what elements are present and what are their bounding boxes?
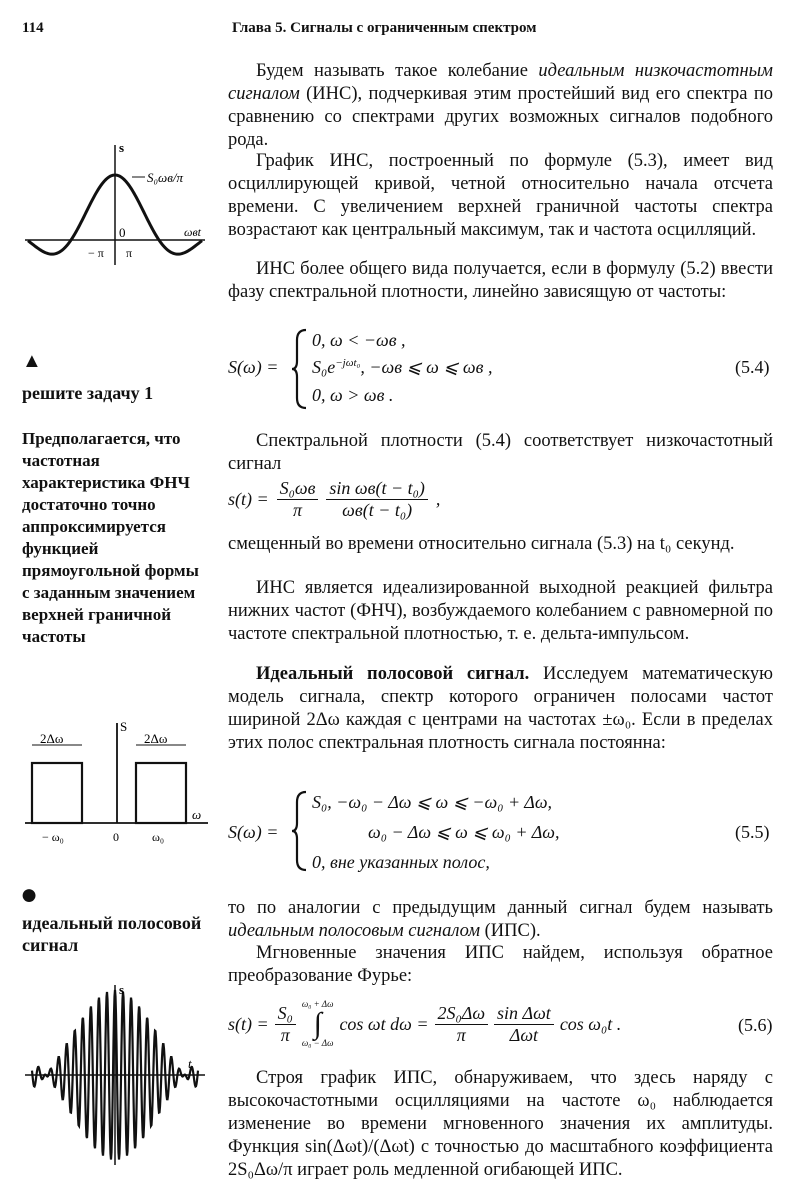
fig3-y-label: s xyxy=(119,982,125,997)
eq54-lhs: S(ω) = xyxy=(228,357,279,377)
paragraph-3: ИНС более общего вида получается, если в формулу (5.2) ввести фазу спектральной плотности, линейно зависящую от частоты: xyxy=(228,259,773,302)
fig1-peak-label: S₀ωв/π xyxy=(147,170,183,185)
eq56-number: (5.6) xyxy=(738,1015,773,1035)
eq-shifted-signal: s(t) = $\frac{\text{S₀ωв}}{\pi}$ $\frac{\text{sin ωв(t − t₀)}}{\text{ωв(t − t₀)}}$ , xyxy=(228,478,441,520)
eq55-case1: S₀, −ω₀ − Δω ⩽ ω ⩽ −ω₀ + Δω, xyxy=(312,792,553,812)
integral-sign: ∫ xyxy=(313,1007,322,1040)
fig1-x-label: ωвt xyxy=(184,225,202,239)
eq56-integral: ω₀ + Δω ∫ ω₀ − Δω xyxy=(301,999,334,1048)
term-ips: идеальным полосовым сигналом xyxy=(228,921,480,941)
eq56: s(t) = $\frac{\text{S₀}}{\pi}$ ω₀ + Δω ∫ ω₀ − Δω cos ωt dω = $\frac{\text{2S₀Δω}}{\pi}$ $\frac{\text{sin Δωt}}{\text{Δωt}}$ cos ω₀t . xyxy=(228,999,622,1048)
sidebar-note: Предполагается, что частотная характеристика ФНЧ достаточно точно аппроксимируется функцией прямоугольной формы с заданным значением верхней граничной частоты xyxy=(22,429,199,646)
fig2-band-left-label: 2Δω xyxy=(40,731,64,746)
frac-amplitude: $\frac{\text{S₀ωв}}{\pi}$ xyxy=(277,478,319,521)
paragraph-7: Идеальный полосовой сигнал. Исследуем математическую модель сигнала, спектр которого ограничен полосами частот шириной 2Δω каждая с центрами на частотах ±ω₀. Если в пределах этих полос спектральная плотность сигнала постоянна: xyxy=(228,664,773,753)
sidebar-term: идеальный полосовой сигнал xyxy=(22,913,202,955)
paragraph-9: Мгновенные значения ИПС найдем, используя обратное преобразование Фурье: xyxy=(228,943,773,986)
eq54-case1: 0, ω < −ωв , xyxy=(312,330,406,350)
eq55-lhs: S(ω) = xyxy=(228,822,279,842)
figure-sinc xyxy=(20,140,210,270)
eq55-number: (5.5) xyxy=(735,822,770,842)
fig2-y-label: S xyxy=(120,719,128,734)
fig2-band-right-label: 2Δω xyxy=(144,731,168,746)
figure-bandpass-signal xyxy=(20,980,210,1170)
eq54-brace xyxy=(290,328,310,410)
paragraph-4: Спектральной плотности (5.4) соответствует низкочастотный сигнал xyxy=(228,431,773,474)
fig2-band-right xyxy=(136,763,186,823)
eq54-case2: $S_0e^{-j\omega t_0}$, −ωв ⩽ ω ⩽ ωв , xyxy=(312,357,493,377)
eq56-frac3: $\frac{\text{sin Δωt}}{\text{Δωt}}$ xyxy=(494,1003,554,1046)
eq55-case2: ω₀ − Δω ⩽ ω ⩽ ω₀ + Δω, xyxy=(368,822,560,842)
eq54-number: (5.4) xyxy=(735,357,770,377)
paragraph-2: График ИНС, построенный по формуле (5.3), имеет вид осциллирующей кривой, четной относительно начала отсчета времени. С увеличением верхней граничной частоты спектра возрастают как центральный максимум, так и частота осцилляций. xyxy=(228,151,773,240)
fig3-x-label: t xyxy=(188,1056,192,1071)
paragraph-8: то по аналогии с предыдущим данный сигнал будем называть идеальным полосовым сигналом (ИПС). xyxy=(228,898,773,941)
eq55-brace xyxy=(290,790,310,872)
chapter-title: Глава 5. Сигналы с ограниченным спектром xyxy=(232,20,537,36)
fig2-origin: 0 xyxy=(113,830,119,844)
fig1-y-label: s xyxy=(119,140,125,155)
circle-marker: ● xyxy=(20,878,39,911)
eq56-frac1: $\frac{\text{S₀}}{\pi}$ xyxy=(275,1003,296,1046)
paragraph-6: ИНС является идеализированной выходной реакцией фильтра нижних частот (ФНЧ), возбуждаемого колебанием с равномерной по частоте спектральной плотностью, т. е. дельта-импульсом. xyxy=(228,578,773,644)
eq55-case3: 0, вне указанных полос, xyxy=(312,852,490,872)
eq54-case3: 0, ω > ωв . xyxy=(312,385,394,405)
paragraph-1: Будем называть такое колебание идеальным низкочастотным сигналом (ИНС), подчеркивая этим простейший вид его спектра по сравнению со спектрами других возможных сигналов подобного рода. xyxy=(228,61,773,150)
task-label[interactable]: решите задачу 1 xyxy=(22,383,154,403)
paragraph-10: Строя график ИПС, обнаруживаем, что здесь наряду с высокочастотными осцилляциями на частоте ω₀ наблюдается изменение во времени мгновенного значения их амплитуды. Функция sin(Δωt)/(Δωt) с точностью до масштабного коэффициента 2S₀Δω/π играет роль медленной огибающей ИПС. xyxy=(228,1068,773,1180)
term-ins: идеальным низкочастотным сигналом xyxy=(228,61,773,104)
figure-band-spectrum xyxy=(20,715,210,850)
fig2-tick-neg: − ω₀ xyxy=(42,830,64,844)
fig1-tick-neg: − π xyxy=(88,246,104,260)
fig2-tick-pos: ω₀ xyxy=(152,830,165,844)
fig1-origin: 0 xyxy=(119,225,126,240)
section-heading: Идеальный полосовой сигнал. xyxy=(256,664,530,684)
fig2-band-left xyxy=(32,763,82,823)
paragraph-5: смещенный во времени относительно сигнала (5.3) на t₀ секунд. xyxy=(228,534,735,554)
fig2-x-label: ω xyxy=(192,807,202,822)
eq56-frac2: $\frac{\text{2S₀Δω}}{\pi}$ xyxy=(435,1003,489,1046)
frac-sinc: $\frac{\text{sin ωв(t − t₀)}}{\text{ωв(t − t₀)}}$ xyxy=(326,478,427,521)
page-number: 114 xyxy=(22,20,44,36)
fig1-tick-pos: π xyxy=(126,246,133,260)
triangle-marker: ▲ xyxy=(22,350,42,372)
